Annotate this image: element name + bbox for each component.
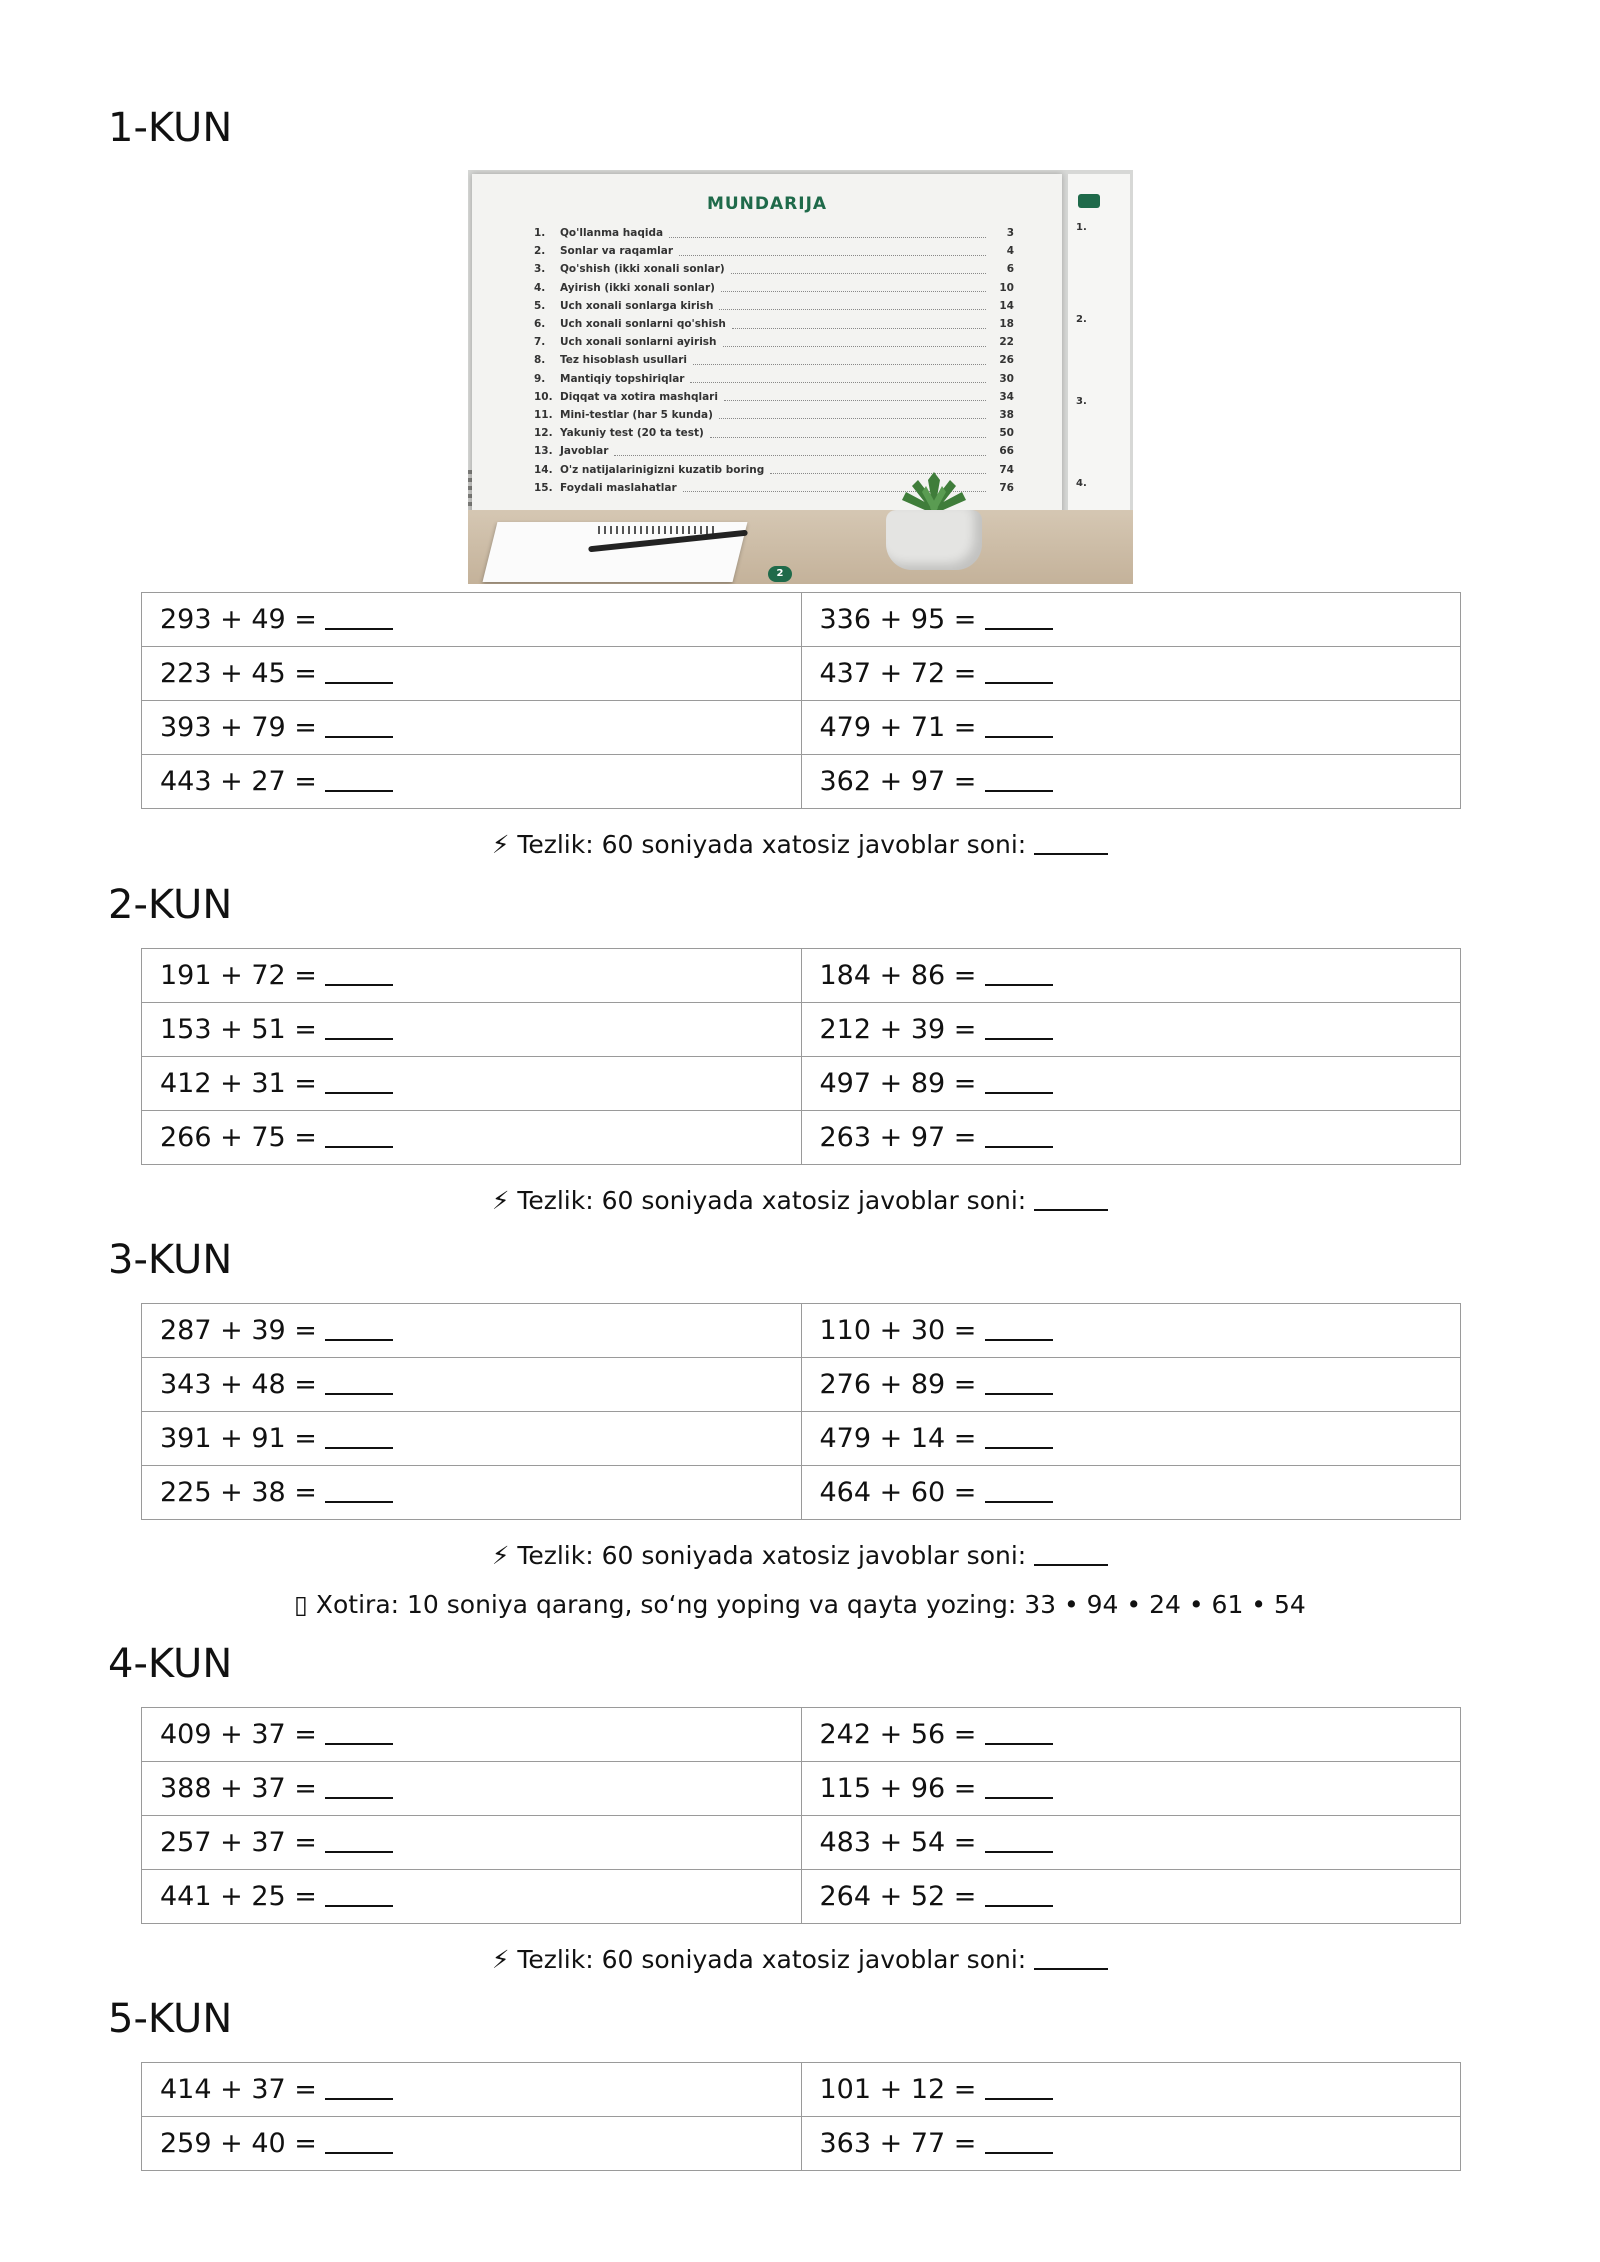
answer-blank[interactable] [325,768,393,792]
exercise-cell [142,1304,802,1358]
exercise-cell [801,949,1461,1003]
exercise-cell [801,1762,1461,1816]
exercise-cell [142,1816,802,1870]
contents-entry [534,315,1014,333]
answer-blank[interactable] [985,1371,1053,1395]
answer-blank[interactable] [985,714,1053,738]
exercise-cell [801,647,1461,701]
exercise-text: 391 + 91 = [160,1423,317,1454]
contents-entry-number: 2. [534,245,546,258]
contents-page-image [468,170,1133,584]
exercise-cell [801,1816,1461,1870]
table-row [142,1057,1461,1111]
speed-note-text: ⚡ Tezlik: 60 soniyada xatosiz javoblar soni: [491,1541,1027,1570]
exercise-cell [142,1003,802,1057]
exercise-cell [142,755,802,809]
contents-entry-page: 4 [1006,245,1014,258]
exercise-cell [142,1466,802,1520]
exercise-text: 479 + 71 = [819,712,977,743]
answer-blank[interactable] [325,1775,393,1799]
answer-blank[interactable] [325,1829,393,1853]
contents-entry-page: 74 [999,463,1014,476]
exercise-text: 276 + 89 = [819,1369,977,1400]
speed-note [0,1947,1600,1972]
exercise-table-day-4 [141,1707,1461,1924]
contents-entry-page: 6 [1006,263,1014,276]
exercise-cell [142,1708,802,1762]
table-row [142,1412,1461,1466]
contents-entry [534,370,1014,388]
speed-note-text: ⚡ Tezlik: 60 soniyada xatosiz javoblar soni: [491,1186,1027,1215]
exercise-cell [142,1057,802,1111]
contents-entry-label: Uch xonali sonlarga kirish [560,299,714,312]
exercise-text: 362 + 97 = [819,766,977,797]
contents-entry-page: 50 [999,427,1014,440]
table-row [142,1870,1461,1924]
exercise-cell [142,593,802,647]
answer-blank[interactable] [325,1883,393,1907]
speed-note [0,1188,1600,1213]
contents-entry-page: 26 [999,354,1014,367]
answer-blank[interactable] [325,1371,393,1395]
contents-entry-page: 14 [999,299,1014,312]
day-title-1: 1-KUN [108,105,233,151]
answer-blank[interactable] [325,1425,393,1449]
answer-blank[interactable] [985,1775,1053,1799]
answer-blank[interactable] [985,1317,1053,1341]
exercise-text: 223 + 45 = [160,658,317,689]
speed-note [0,1543,1600,1568]
table-row [142,755,1461,809]
exercise-cell [801,1466,1461,1520]
answer-blank[interactable] [325,1317,393,1341]
speed-answer-blank[interactable] [1034,1948,1108,1970]
contents-entry-label: Diqqat va xotira mashqlari [560,390,718,403]
table-row [142,1816,1461,1870]
exercise-text: 225 + 38 = [160,1477,317,1508]
contents-entry-number: 10. [534,390,553,403]
answer-blank[interactable] [985,768,1053,792]
exercise-cell [801,2063,1461,2117]
contents-entry-page: 38 [999,408,1014,421]
contents-entry-page: 3 [1006,227,1014,240]
exercise-cell [142,1412,802,1466]
exercise-text: 414 + 37 = [160,2074,317,2105]
answer-blank[interactable] [325,1016,393,1040]
exercise-text: 293 + 49 = [160,604,317,635]
contents-entry [534,279,1014,297]
next-page-mark: 1. [1076,222,1087,233]
contents-entry-label: Qo'llanma haqida [560,227,664,240]
answer-blank[interactable] [325,1479,393,1503]
contents-entry-number: 14. [534,463,553,476]
contents-entry-label: Uch xonali sonlarni ayirish [560,336,717,349]
answer-blank[interactable] [325,1070,393,1094]
speed-answer-blank[interactable] [1034,1544,1108,1566]
exercise-cell [142,1870,802,1924]
answer-blank[interactable] [985,1479,1053,1503]
day-title-2: 2-KUN [108,882,233,928]
exercise-table-day-1 [141,592,1461,809]
answer-blank[interactable] [985,1124,1053,1148]
exercise-cell [142,647,802,701]
contents-list [534,224,1014,497]
contents-entry-page: 18 [999,318,1014,331]
answer-blank[interactable] [985,660,1053,684]
answer-blank[interactable] [325,606,393,630]
exercise-cell [801,755,1461,809]
table-row [142,1111,1461,1165]
exercise-cell [801,1870,1461,1924]
next-page-mark: 4. [1076,478,1087,489]
contents-entry-label: Foydali maslahatlar [560,481,677,494]
contents-entry-number: 1. [534,227,546,240]
exercise-text: 437 + 72 = [819,658,977,689]
exercise-cell [142,1111,802,1165]
speed-note-text: ⚡ Tezlik: 60 soniyada xatosiz javoblar soni: [491,830,1027,859]
exercise-cell [801,1412,1461,1466]
contents-entry-number: 7. [534,336,546,349]
contents-entry-label: Sonlar va raqamlar [560,245,674,258]
exercise-table-day-3 [141,1303,1461,1520]
contents-entry [534,388,1014,406]
contents-entry-number: 15. [534,481,553,494]
exercise-text: 101 + 12 = [819,2074,977,2105]
contents-entry-label: Mini-testlar (har 5 kunda) [560,408,713,421]
contents-entry-label: Uch xonali sonlarni qo'shish [560,318,726,331]
day-title-5: 5-KUN [108,1996,233,2042]
exercise-text: 388 + 37 = [160,1773,317,1804]
table-row [142,1003,1461,1057]
contents-entry-number: 13. [534,445,553,458]
answer-blank[interactable] [985,2130,1053,2154]
table-row [142,1762,1461,1816]
exercise-cell [801,593,1461,647]
exercise-text: 393 + 79 = [160,712,317,743]
page-number-badge: 2 [768,566,792,582]
contents-entry-label: O'z natijalarinigizni kuzatib boring [560,463,765,476]
contents-entry [534,406,1014,424]
notebook-spiral [598,526,718,534]
exercise-cell [142,1358,802,1412]
contents-entry-leader [679,247,986,256]
answer-blank[interactable] [325,1124,393,1148]
answer-blank[interactable] [325,2130,393,2154]
answer-blank[interactable] [325,660,393,684]
exercise-text: 363 + 77 = [819,2128,977,2159]
contents-entry-page: 30 [999,372,1014,385]
answer-blank[interactable] [985,1721,1053,1745]
table-row [142,1708,1461,1762]
exercise-cell [142,701,802,755]
contents-entry [534,351,1014,369]
contents-entry-label: Tez hisoblash usullari [560,354,688,367]
day-title-3: 3-KUN [108,1237,233,1283]
exercise-cell [142,949,802,1003]
exercise-cell [142,2117,802,2171]
memory-note: ▯ Xotira: 10 soniya qarang, so‘ng yoping va qayta yozing: 33 • 94 • 24 • 61 • 54 [294,1590,1306,1619]
exercise-text: 153 + 51 = [160,1014,317,1045]
exercise-text: 412 + 31 = [160,1068,317,1099]
contents-entry-leader [693,356,986,365]
table-row [142,1466,1461,1520]
exercise-cell [801,1057,1461,1111]
plant-pot [886,510,982,570]
exercise-text: 443 + 27 = [160,766,317,797]
contents-entry-page: 34 [999,390,1014,403]
exercise-cell [801,1708,1461,1762]
contents-entry-label: Yakuniy test (20 ta test) [560,427,704,440]
answer-blank[interactable] [985,1883,1053,1907]
answer-blank[interactable] [325,714,393,738]
contents-entry [534,224,1014,242]
speed-answer-blank[interactable] [1034,1189,1108,1211]
exercise-text: 343 + 48 = [160,1369,317,1400]
contents-entry [534,424,1014,442]
exercise-text: 263 + 97 = [819,1122,977,1153]
exercise-text: 259 + 40 = [160,2128,317,2159]
contents-entry-number: 4. [534,281,546,294]
exercise-text: 264 + 52 = [819,1881,977,1912]
exercise-table-day-2 [141,948,1461,1165]
contents-entry-number: 9. [534,372,546,385]
table-row [142,1358,1461,1412]
table-row [142,949,1461,1003]
table-row [142,593,1461,647]
answer-blank[interactable] [325,2076,393,2100]
answer-blank[interactable] [985,2076,1053,2100]
contents-entry-page: 76 [999,481,1014,494]
exercise-text: 115 + 96 = [819,1773,977,1804]
exercise-text: 184 + 86 = [819,960,977,991]
table-row [142,2063,1461,2117]
table-row [142,2117,1461,2171]
contents-entry-number: 3. [534,263,546,276]
exercise-text: 191 + 72 = [160,960,317,991]
contents-entry [534,260,1014,278]
answer-blank[interactable] [325,1721,393,1745]
contents-entry-leader [690,374,986,383]
answer-blank[interactable] [985,1070,1053,1094]
contents-entry-leader [721,283,986,292]
contents-entry [534,242,1014,260]
exercise-text: 336 + 95 = [819,604,977,635]
exercise-cell [801,1358,1461,1412]
contents-entry [534,333,1014,351]
exercise-text: 464 + 60 = [819,1477,977,1508]
contents-entry-leader [614,447,986,456]
contents-entry-label: Ayirish (ikki xonali sonlar) [560,281,715,294]
exercise-text: 497 + 89 = [819,1068,977,1099]
contents-entry-number: 11. [534,408,553,421]
speed-note-text: ⚡ Tezlik: 60 soniyada xatosiz javoblar soni: [491,1945,1027,1974]
contents-entry-label: Javoblar [560,445,609,458]
contents-entry-label: Mantiqiy topshiriqlar [560,372,685,385]
contents-entry-leader [719,301,986,310]
contents-entry [534,297,1014,315]
exercise-cell [801,2117,1461,2171]
chapter-badge [1078,194,1100,208]
speed-answer-blank[interactable] [1034,833,1108,855]
contents-entry-leader [669,229,986,238]
contents-entry-leader [723,338,986,347]
day-title-4: 4-KUN [108,1641,233,1687]
exercise-cell [801,1003,1461,1057]
table-row [142,1304,1461,1358]
exercise-text: 242 + 56 = [819,1719,977,1750]
speed-note [0,832,1600,857]
exercise-text: 212 + 39 = [819,1014,977,1045]
answer-blank[interactable] [985,1425,1053,1449]
contents-entry [534,442,1014,460]
exercise-text: 479 + 14 = [819,1423,977,1454]
contents-entry-leader [724,392,986,401]
exercise-cell [801,701,1461,755]
answer-blank[interactable] [985,606,1053,630]
contents-entry-leader [719,410,986,419]
exercise-cell [801,1111,1461,1165]
table-row [142,647,1461,701]
contents-entry-leader [732,320,986,329]
contents-heading: MUNDARIJA [706,194,828,214]
contents-entry-leader [710,429,986,438]
exercise-text: 409 + 37 = [160,1719,317,1750]
exercise-text: 287 + 39 = [160,1315,317,1346]
exercise-text: 257 + 37 = [160,1827,317,1858]
exercise-cell [801,1304,1461,1358]
contents-entry-number: 8. [534,354,546,367]
contents-entry-page: 66 [999,445,1014,458]
contents-entry-page: 10 [999,281,1014,294]
contents-entry-label: Qo'shish (ikki xonali sonlar) [560,263,725,276]
answer-blank[interactable] [985,1016,1053,1040]
exercise-text: 483 + 54 = [819,1827,977,1858]
exercise-text: 110 + 30 = [819,1315,977,1346]
answer-blank[interactable] [325,962,393,986]
answer-blank[interactable] [985,1829,1053,1853]
contents-entry-leader [731,265,986,274]
next-page-mark: 2. [1076,314,1087,325]
next-page-mark: 3. [1076,396,1087,407]
exercise-text: 441 + 25 = [160,1881,317,1912]
exercise-cell [142,2063,802,2117]
contents-entry-number: 6. [534,318,546,331]
contents-entry-page: 22 [999,336,1014,349]
contents-entry-number: 5. [534,299,546,312]
exercise-text: 266 + 75 = [160,1122,317,1153]
exercise-table-day-5 [141,2062,1461,2171]
exercise-cell [142,1762,802,1816]
table-row [142,701,1461,755]
contents-entry-number: 12. [534,427,553,440]
answer-blank[interactable] [985,962,1053,986]
